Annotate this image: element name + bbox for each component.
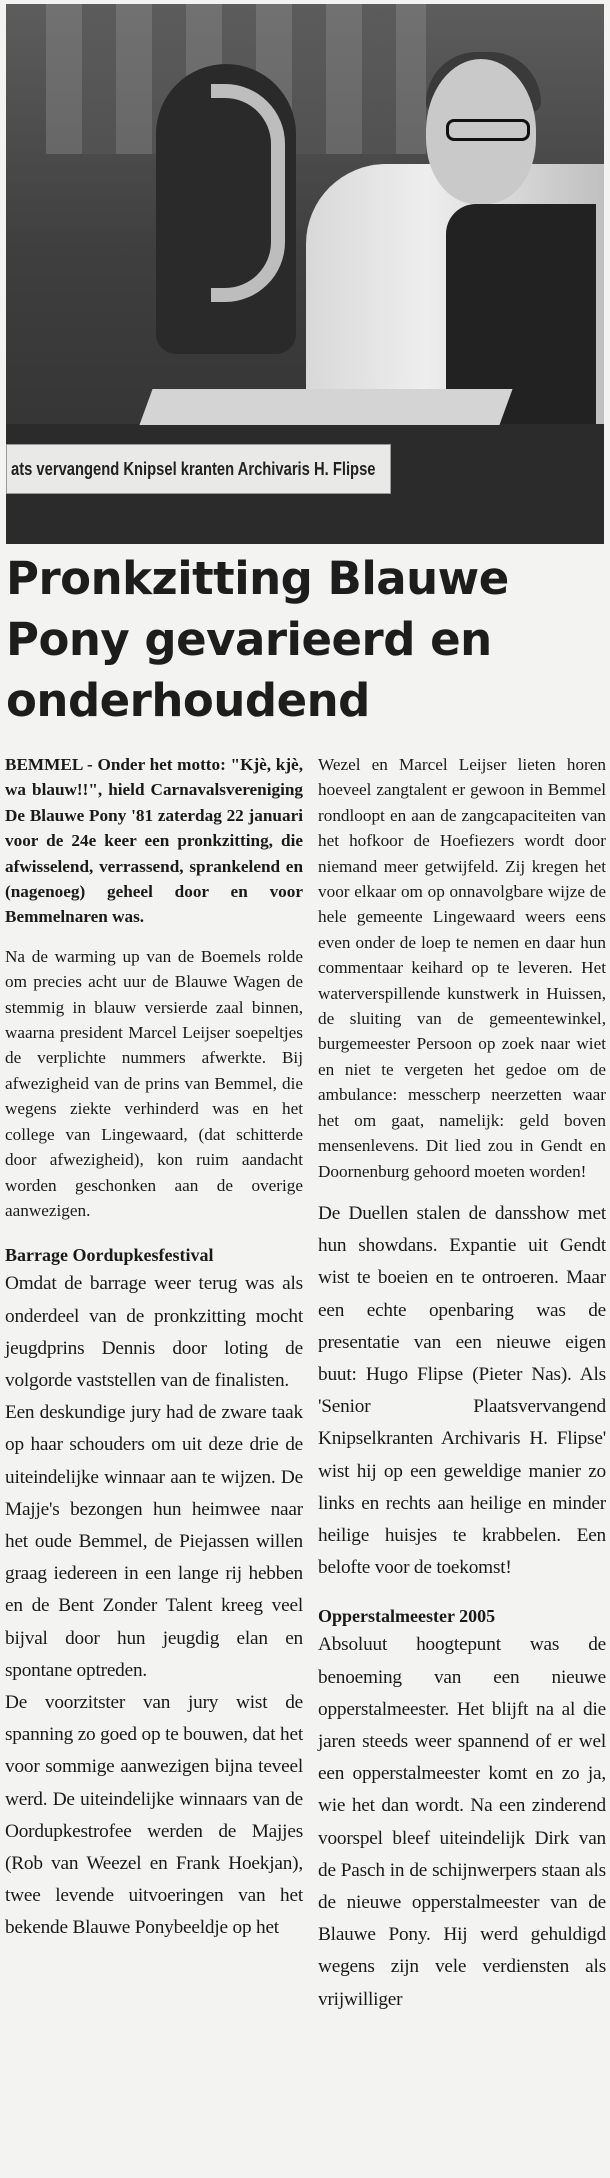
pony-neck-prop <box>211 84 285 302</box>
paragraph-warming-up: Na de warming up van de Boemels rolde om precies acht uur de Blauwe Wagen de stemmig in blauw versierde zaal binnen, waarna president Marcel Leijser soepeltjes de verplichte nummers afwerkte. Bij afwezigheid van de prins van Bemmel, die wegens ziekte verhinderd was en het college van Lingewaard, (dat schitterde door afwezigheid), kon ruim aandacht worden geschonken aan de overige aanwezigen. <box>5 946 303 1220</box>
paragraph-opperstalmeester: Absoluut hoogtepunt was de benoeming van een nieuwe opperstalmeester. Het blijft na al die jaren steeds weer spannend of er wel een opperstalmeester komt en zo ja, wie het dan wordt. Na een zinderend voorspel bleef uiteindelijk Dirk van de Pasch in de schijnwerpers staan als de nieuwe opperstalmeester van de Blauwe Pony. Hij werd gehuldigd wegens zijn vele verdiensten als vrijwilliger <box>318 1634 606 2010</box>
paragraph-showdans: De Duellen stalen de dansshow met hun showdans. Expantie uit Gendt wist te boeien en te ontroeren. Maar een echte openbaring was de presentatie van een nieuwe eigen buut: Hugo Flipse (Pieter Nas). Als 'Senior Plaatsvervangend Knipselkranten Archivaris H. Flipse' wist hij op een geweldige manier zo links en rechts aan heilige en minder heilige huisjes te krabbelen. Een belofte voor de toekomst! <box>318 1202 606 1579</box>
column-right <box>318 752 606 2016</box>
column-left <box>5 752 303 1945</box>
article-headline: Pronkzitting Blauwe Pony gevarieerd en onderhoudend <box>6 552 509 727</box>
paragraph-hofkoor: Wezel en Marcel Leijser lieten horen hoeveel zangtalent er gewoon in Bemmel rondloopt en aan de zangcapaciteiten van het hofkoor de Hoefiezers wordt door niemand meer getwijfeld. Zij kregen het voor elkaar om op onnavolgbare wijze de hele gemeente Lingewaard weers eens even onder de loep te nemen en daar hun commentaar keihard op te leveren. Het waterverspillende kunstwerk in Huissen, de sluiting van de gemeentewinkel, burgemeester Persoon op zoek naar wiet en niet te vergeten het gedoe om de ambulance: messcherp neerzetten waar het om gaat, namelijk: geld boven mensenlevens. Dit lied zou in Gendt en Doornenburg gehoord moeten worden! <box>318 755 606 1181</box>
article-photo <box>6 4 604 544</box>
paragraph-barrage: Omdat de barrage weer terug was als onderdeel van de pronkzitting mocht jeugdprins Dennis door loting de volgorde vaststellen van de finalisten. <box>5 1273 303 1391</box>
lead-paragraph: BEMMEL - Onder het motto: "Kjè, kjè, wa blauw!!", hield Carnavalsvereniging De Blauwe Pony '81 zaterdag 22 januari voor de 24e keer een pronkzitting, die afwisselend, verrassend, sprankelend en (nagenoeg) geheel door en voor Bemmelnaren was. <box>5 755 303 927</box>
photo-nameplate <box>6 444 391 494</box>
speaker-glasses <box>446 119 530 141</box>
paragraph-winners: De voorzitster van jury wist de spanning zo goed op te bouwen, dat het voor sommige aanwezigen bijna teveel werd. De uiteindelijke winnaars van de Oordupkestrofee werden de Majjes (Rob van Weezel en Frank Hoekjan), twee levende uitvoeringen van het bekende Blauwe Ponybeeldje op het <box>5 1691 303 1939</box>
subheading-barrage: Barrage Oordupkesfestival <box>5 1245 214 1266</box>
papers-on-lectern <box>139 389 512 425</box>
subheading-opperstalmeester: Opperstalmeester 2005 <box>318 1606 496 1627</box>
nameplate-text: ats vervangend Knipsel kranten Archivaris H. Flipse <box>11 458 376 479</box>
paragraph-jury: Een deskundige jury had de zware taak op haar schouders om uit deze drie de uiteindelijke winnaar aan te wijzen. De Majje's bezongen hun heimwee naar het oude Bemmel, de Piejassen willen graag iedereen in een lange rij hebben en de Bent Zonder Talent kreeg veel bijval door hun jeugdig elan en spontane optreden. <box>5 1402 303 1681</box>
